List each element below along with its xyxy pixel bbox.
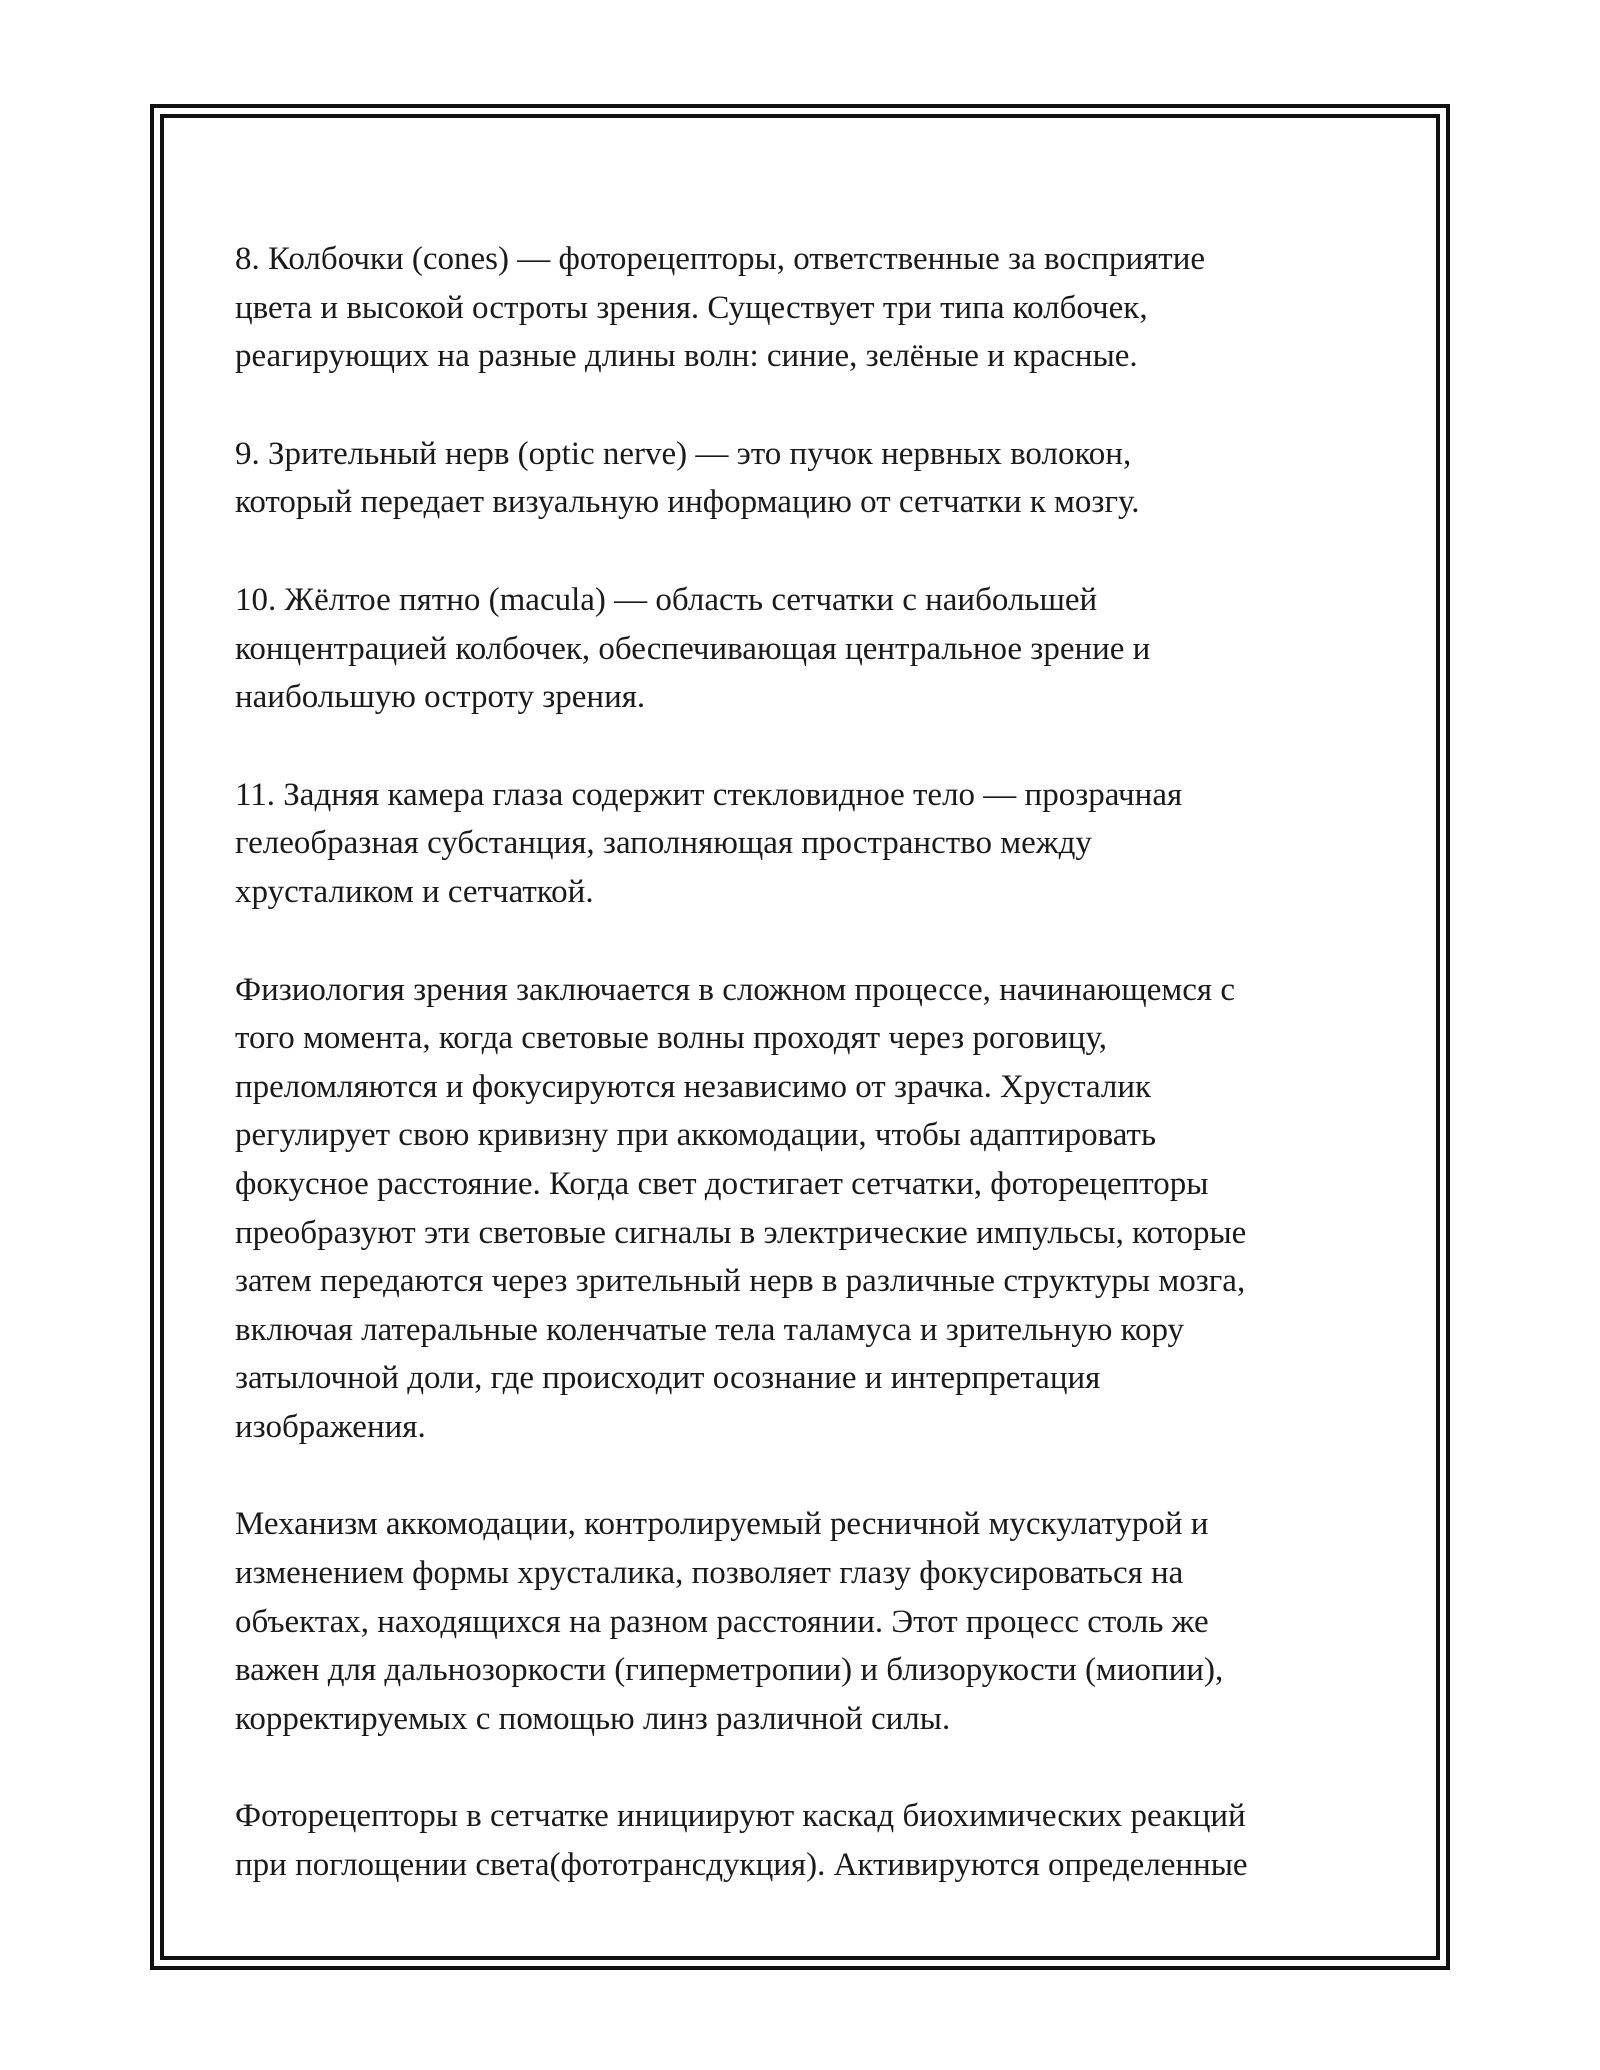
paragraph-phototransduction	[235, 1792, 1375, 1889]
text-line: хрусталиком и сетчаткой.	[235, 873, 594, 910]
text-line: Физиология зрения заключается в сложном процессе, начинающемся с	[235, 971, 1235, 1008]
paragraph-optic-nerve	[235, 430, 1375, 527]
text-line: преобразуют эти световые сигналы в электрические импульсы, которые	[235, 1214, 1247, 1251]
paragraph-cones	[235, 235, 1375, 381]
text-line: наибольшую остроту зрения.	[235, 679, 646, 716]
text-line: затылочной доли, где происходит осознание и интерпретация	[235, 1360, 1101, 1397]
text-line: затем передаются через зрительный нерв в различные структуры мозга,	[235, 1263, 1246, 1300]
text-line: 9. Зрительный нерв (optic nerve) — это пучок нервных волокон,	[235, 435, 1132, 472]
text-line: фокусное расстояние. Когда свет достигает сетчатки, фоторецепторы	[235, 1165, 1209, 1202]
text-line: при поглощении света(фототрансдукция). Активируются определенные	[235, 1847, 1248, 1884]
text-line: который передает визуальную информацию от сетчатки к мозгу.	[235, 484, 1140, 521]
text-line: 11. Задняя камера глаза содержит стекловидное тело — прозрачная	[235, 776, 1183, 813]
paragraph-vision-physiology	[235, 966, 1375, 1452]
text-line: цвета и высокой остроты зрения. Существует три типа колбочек,	[235, 289, 1148, 326]
text-line: концентрацией колбочек, обеспечивающая центральное зрение и	[235, 630, 1151, 667]
paragraph-accommodation	[235, 1500, 1375, 1743]
text-line: преломляются и фокусируются независимо от зрачка. Хрусталик	[235, 1068, 1152, 1105]
text-line: Фоторецепторы в сетчатке инициируют каскад биохимических реакций	[235, 1798, 1246, 1835]
paragraph-macula	[235, 576, 1375, 722]
text-line: того момента, когда световые волны проходят через роговицу,	[235, 1020, 1108, 1057]
text-line: изображения.	[235, 1408, 426, 1445]
text-line: важен для дальнозоркости (гиперметропии) и близорукости (миопии),	[235, 1652, 1224, 1689]
text-line: Механизм аккомодации, контролируемый ресничной мускулатурой и	[235, 1506, 1209, 1543]
text-line: 10. Жёлтое пятно (macula) — область сетчатки с наибольшей	[235, 581, 1098, 618]
document-body	[235, 235, 1375, 1939]
text-line: гелеобразная субстанция, заполняющая пространство между	[235, 825, 1092, 862]
text-line: корректируемых с помощью линз различной силы.	[235, 1700, 951, 1737]
text-line: 8. Колбочки (cones) — фоторецепторы, ответственные за восприятие	[235, 241, 1206, 277]
text-line: объектах, находящихся на разном расстоянии. Этот процесс столь же	[235, 1603, 1209, 1640]
text-line: изменением формы хрусталика, позволяет глазу фокусироваться на	[235, 1555, 1184, 1592]
text-line: включая латеральные коленчатые тела таламуса и зрительную кору	[235, 1311, 1185, 1348]
text-line: регулирует свою кривизну при аккомодации, чтобы адаптировать	[235, 1117, 1157, 1154]
paragraph-posterior-chamber	[235, 771, 1375, 917]
text-line: реагирующих на разные длины волн: синие, зелёные и красные.	[235, 338, 1138, 375]
